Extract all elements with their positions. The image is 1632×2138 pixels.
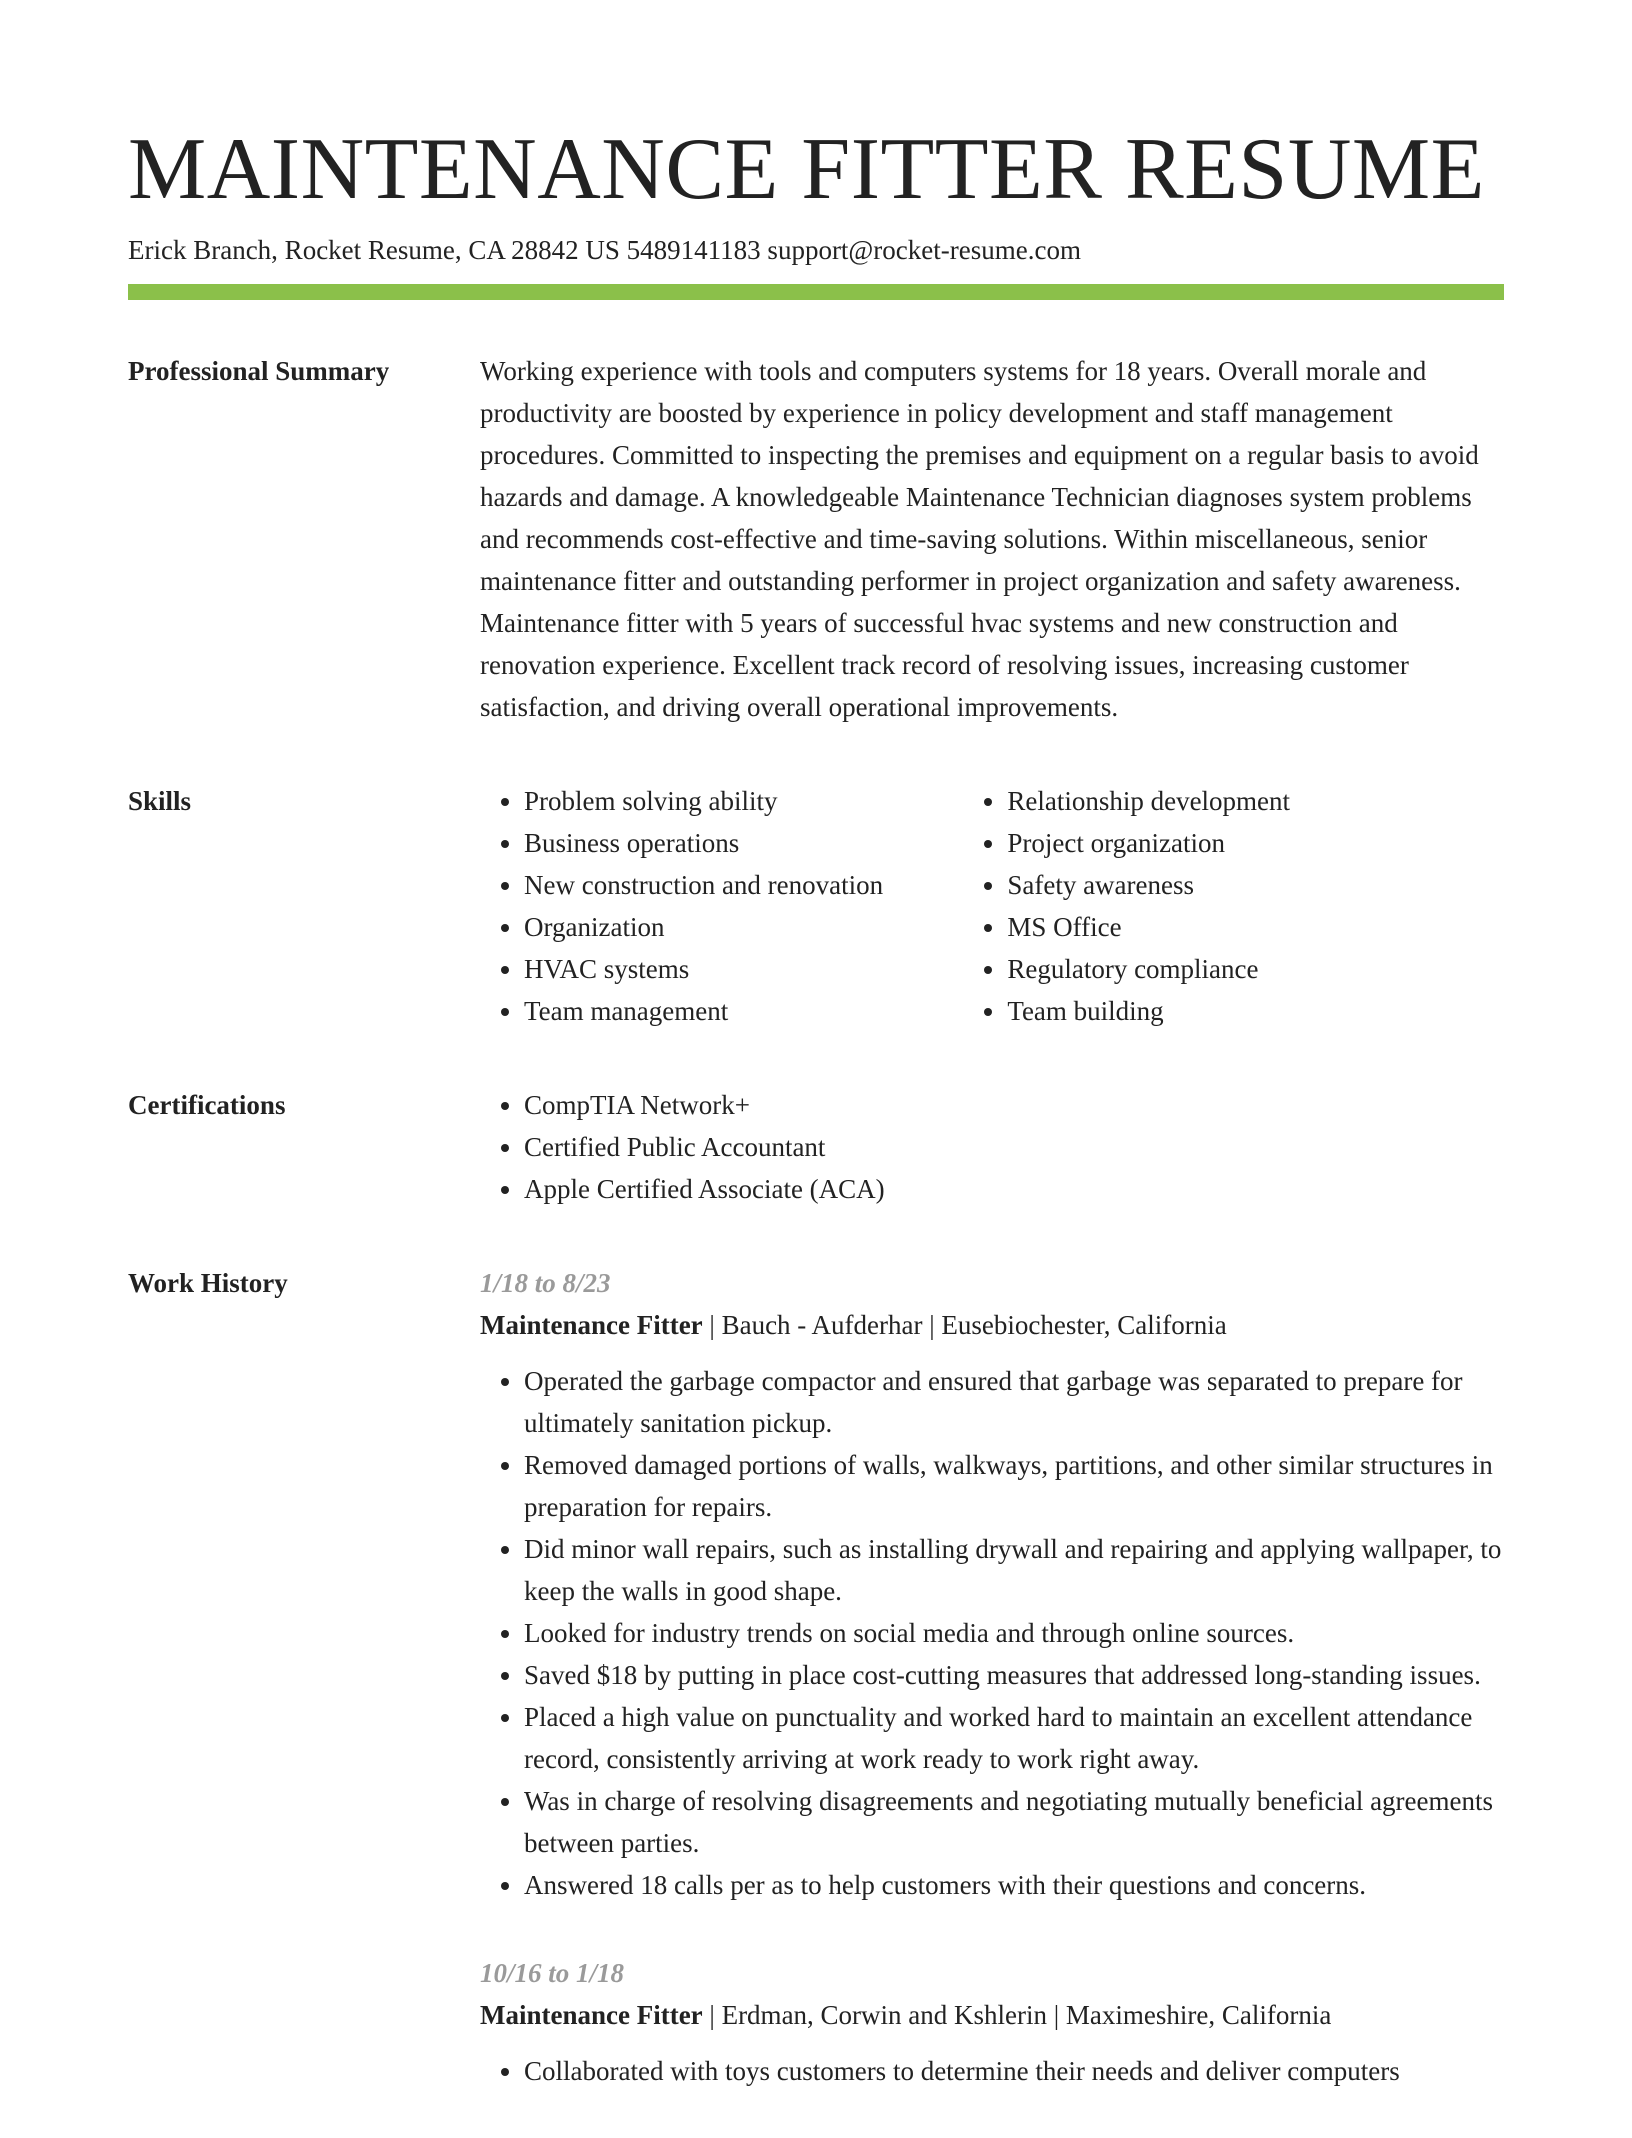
- summary-text: Working experience with tools and computers systems for 18 years. Overall morale and productivity are boosted by experience in policy development and staff management procedures. Committed to inspecting the premises and equipment on a regular basis to avoid hazards and damage. A knowledgeable Maintenance Technician diagnoses system problems and recommends cost-effective and time-saving solutions. Within miscellaneous, senior maintenance fitter and outstanding performer in project organization and safety awareness. Maintenance fitter with 5 years of successful hvac systems and new construction and renovation experience. Excellent track record of resolving issues, increasing customer satisfaction, and driving overall operational improvements.: [480, 356, 1479, 722]
- skill-item: • Team building: [1007, 990, 1504, 1032]
- job-bullets: [480, 2050, 1504, 2092]
- skill-item: • Regulatory compliance: [1007, 948, 1504, 990]
- skill-item: • Safety awareness: [1007, 864, 1504, 906]
- certification-item: • Certified Public Accountant: [524, 1126, 1504, 1168]
- skill-item: • New construction and renovation: [524, 864, 963, 906]
- section-work-history: [128, 1262, 1504, 2138]
- job-bullet: • Looked for industry trends on social media and through online sources.: [524, 1612, 1504, 1654]
- section-label-certifications: Certifications: [128, 1090, 286, 1120]
- accent-rule: [128, 284, 1504, 300]
- certifications-list: [480, 1084, 1504, 1210]
- job-entry: [480, 1952, 1504, 2092]
- skill-item: • HVAC systems: [524, 948, 963, 990]
- skill-item: • Problem solving ability: [524, 780, 963, 822]
- skill-item: • Project organization: [1007, 822, 1504, 864]
- job-bullet: • Saved $18 by putting in place cost-cutting measures that addressed long-standing issues.: [524, 1654, 1504, 1696]
- job-details: | Erdman, Corwin and Kshlerin | Maximeshire, California: [702, 2000, 1332, 2030]
- skills-list-left: [480, 780, 963, 1032]
- job-bullets: [480, 1360, 1504, 1906]
- job-dates: 10/16 to 1/18: [480, 1958, 625, 1988]
- skill-item: • Business operations: [524, 822, 963, 864]
- job-bullet: • Removed damaged portions of walls, walkways, partitions, and other similar structures in preparation for repairs.: [524, 1444, 1504, 1528]
- resume-page: [128, 120, 1504, 2138]
- section-professional-summary: [128, 350, 1504, 728]
- job-bullet: • Placed a high value on punctuality and worked hard to maintain an excellent attendance record, consistently arriving at work ready to work right away.: [524, 1696, 1504, 1780]
- skill-item: • MS Office: [1007, 906, 1504, 948]
- job-title: Maintenance Fitter: [480, 1310, 703, 1340]
- job-heading: [480, 1994, 1504, 2036]
- section-label-skills: Skills: [128, 786, 192, 816]
- section-label-work-history: Work History: [128, 1268, 288, 1298]
- job-bullet: • Operated the garbage compactor and ensured that garbage was separated to prepare for ultimately sanitation pickup.: [524, 1360, 1504, 1444]
- contact-line: Erick Branch, Rocket Resume, CA 28842 US 5489141183 support@rocket-resume.com: [128, 235, 1081, 265]
- section-certifications: [128, 1084, 1504, 1210]
- section-label-summary: Professional Summary: [128, 356, 390, 386]
- job-bullet: • Answered 18 calls per as to help customers with their questions and concerns.: [524, 1864, 1504, 1906]
- job-entry: [480, 1262, 1504, 1906]
- job-bullet: • Collaborated with toys customers to determine their needs and deliver computers: [524, 2050, 1504, 2092]
- job-bullet: • Was in charge of resolving disagreements and negotiating mutually beneficial agreements between parties.: [524, 1780, 1504, 1864]
- resume-title: MAINTENANCE FITTER RESUME: [128, 121, 1485, 218]
- job-details: | Bauch - Aufderhar | Eusebiochester, California: [702, 1310, 1227, 1340]
- certification-item: • CompTIA Network+: [524, 1084, 1504, 1126]
- job-bullet: • Did minor wall repairs, such as installing drywall and repairing and applying wallpaper, to keep the walls in good shape.: [524, 1528, 1504, 1612]
- section-skills: [128, 780, 1504, 1032]
- job-heading: [480, 1304, 1504, 1346]
- skill-item: • Organization: [524, 906, 963, 948]
- skills-list-right: [963, 780, 1504, 1032]
- job-title: Maintenance Fitter: [480, 2000, 703, 2030]
- job-dates: 1/18 to 8/23: [480, 1268, 611, 1298]
- skill-item: • Team management: [524, 990, 963, 1032]
- skill-item: • Relationship development: [1007, 780, 1504, 822]
- certification-item: • Apple Certified Associate (ACA): [524, 1168, 1504, 1210]
